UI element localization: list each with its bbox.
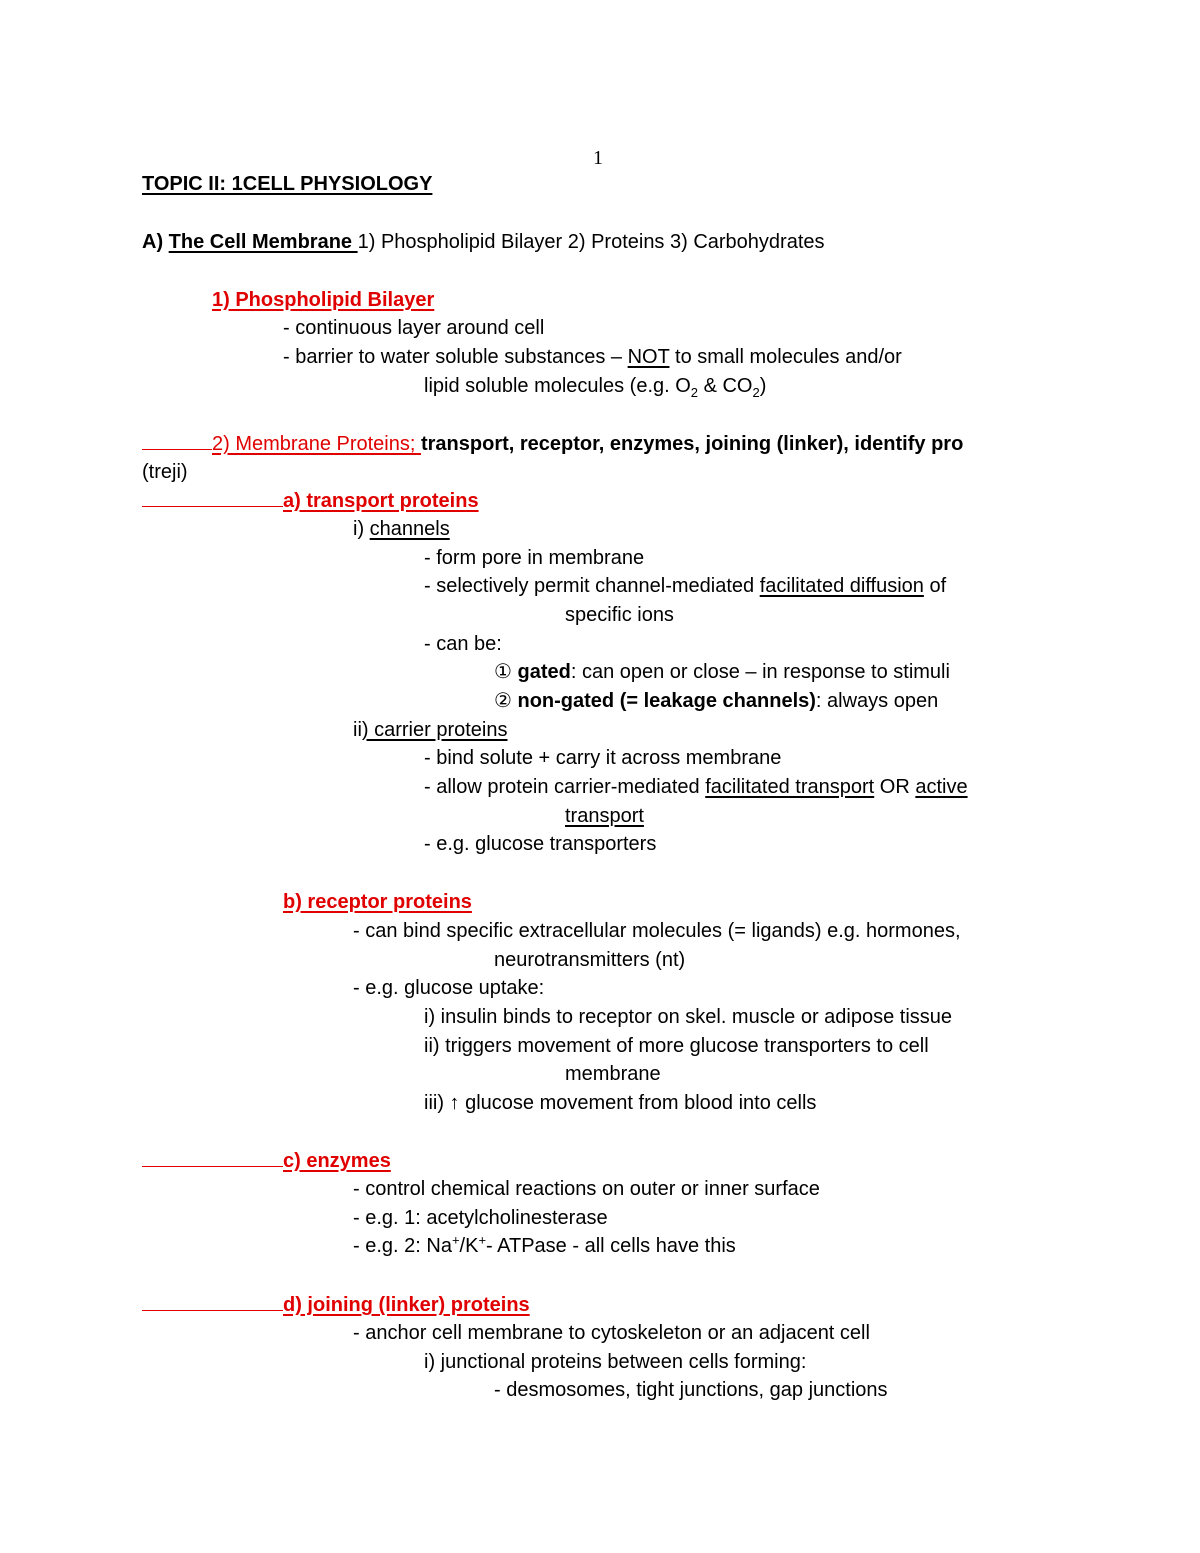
transport-heading: a) transport proteins <box>283 490 479 512</box>
section-a-label: A) <box>142 231 169 253</box>
page-number: 1 <box>593 147 603 169</box>
red-indent-rule <box>142 431 212 450</box>
receptor-item-1: - can bind specific extracellular molecules (= ligands) e.g. hormones, <box>353 920 961 942</box>
na-charge: + <box>451 1232 460 1248</box>
bilayer-line-3-end: ) <box>759 375 767 397</box>
receptor-step-1: i) insulin binds to receptor on skel. muscle or adipose tissue <box>424 1006 953 1028</box>
nongated-line <box>494 689 938 713</box>
not-emphasis: NOT <box>627 346 670 368</box>
circled-one-marker: ① <box>494 661 518 683</box>
red-indent-rule <box>142 1148 283 1167</box>
transport-heading-line <box>142 488 479 513</box>
bilayer-line-3 <box>424 374 766 398</box>
channels-item-1: - form pore in membrane <box>424 547 645 569</box>
gated-term: gated <box>517 661 571 683</box>
o2-subscript: 2 <box>690 385 699 400</box>
facilitated-diffusion-term: facilitated diffusion <box>759 575 924 597</box>
channels-item-2-cont: specific ions <box>565 604 674 626</box>
channels-item-2 <box>424 574 946 598</box>
receptor-heading: b) receptor proteins <box>283 891 472 913</box>
enzymes-item-3-mid: /K <box>459 1235 479 1257</box>
receptor-step-2: ii) triggers movement of more glucose transporters to cell <box>424 1035 929 1057</box>
red-indent-rule <box>142 1292 283 1311</box>
carrier-label: ii <box>353 719 362 741</box>
channels-item-2-text: - selectively permit channel-mediated <box>424 575 760 597</box>
enzymes-item-2: - e.g. 1: acetylcholinesterase <box>353 1207 608 1229</box>
bilayer-line-3-text: lipid soluble molecules (e.g. O <box>424 375 691 397</box>
red-indent-rule <box>142 488 283 507</box>
carrier-item-3: - e.g. glucose transporters <box>424 833 657 855</box>
channels-item-3: - can be: <box>424 633 502 655</box>
channels-label: i) <box>353 518 370 540</box>
enzymes-item-3-end: - ATPase - all cells have this <box>486 1235 736 1257</box>
bilayer-line-3-mid: & CO <box>698 375 753 397</box>
carrier-item-2-cont: transport <box>565 805 644 827</box>
co2-subscript: 2 <box>752 385 760 400</box>
enzymes-item-1: - control chemical reactions on outer or inner surface <box>353 1178 820 1200</box>
receptor-step-3: iii) ↑ glucose movement from blood into cells <box>424 1092 817 1114</box>
enzymes-item-3-text: - e.g. 2: Na <box>353 1235 452 1257</box>
carrier-item-2-text: - allow protein carrier-mediated <box>424 776 706 798</box>
receptor-item-1-cont: neurotransmitters (nt) <box>494 949 686 971</box>
gated-description: : can open or close – in response to stimuli <box>570 661 950 683</box>
carrier-item-1: - bind solute + carry it across membrane <box>424 747 782 769</box>
section-a-parts: 1) Phospholipid Bilayer 2) Proteins 3) Carbohydrates <box>357 231 825 253</box>
carrier-item-2 <box>424 775 968 799</box>
proteins-heading: 2) Membrane Proteins; <box>212 433 421 455</box>
proteins-cont: (treji) <box>142 461 188 483</box>
joining-item-2: i) junctional proteins between cells forming: <box>424 1351 807 1373</box>
channels-item-2-end: of <box>923 575 947 597</box>
nongated-term: non-gated (= leakage channels) <box>517 690 816 712</box>
receptor-step-2-cont: membrane <box>565 1063 661 1085</box>
enzymes-heading-line <box>142 1148 391 1173</box>
channels-line <box>353 517 450 541</box>
bilayer-line-2-end: to small molecules and/or <box>669 346 902 368</box>
page-title: TOPIC II: 1CELL PHYSIOLOGY <box>142 173 433 195</box>
channels-heading: channels <box>369 518 450 540</box>
joining-heading: d) joining (linker) proteins <box>283 1294 530 1316</box>
bilayer-line-2-text: - barrier to water soluble substances – <box>283 346 628 368</box>
carrier-heading: ) carrier proteins <box>361 719 508 741</box>
circled-two-marker: ② <box>494 690 518 712</box>
proteins-line <box>142 431 963 456</box>
section-a-heading: The Cell Membrane <box>168 231 358 253</box>
joining-heading-line <box>142 1292 530 1317</box>
section-a-line <box>142 230 825 254</box>
nongated-description: : always open <box>815 690 939 712</box>
gated-line <box>494 660 950 684</box>
carrier-line <box>353 718 508 742</box>
or-connector: OR <box>874 776 916 798</box>
proteins-list: transport, receptor, enzymes, joining (linker), identify pro <box>420 433 964 455</box>
joining-item-3: - desmosomes, tight junctions, gap junctions <box>494 1379 888 1401</box>
bilayer-line-2 <box>283 345 902 369</box>
active-transport-term: active <box>915 776 968 798</box>
receptor-item-2: - e.g. glucose uptake: <box>353 977 545 999</box>
facilitated-transport-term: facilitated transport <box>705 776 875 798</box>
k-charge: + <box>478 1232 487 1248</box>
enzymes-heading: c) enzymes <box>283 1150 391 1172</box>
joining-item-1: - anchor cell membrane to cytoskeleton or an adjacent cell <box>353 1322 870 1344</box>
bilayer-line-1: - continuous layer around cell <box>283 317 545 339</box>
bilayer-heading: 1) Phospholipid Bilayer <box>212 289 435 311</box>
enzymes-item-3 <box>353 1234 736 1258</box>
